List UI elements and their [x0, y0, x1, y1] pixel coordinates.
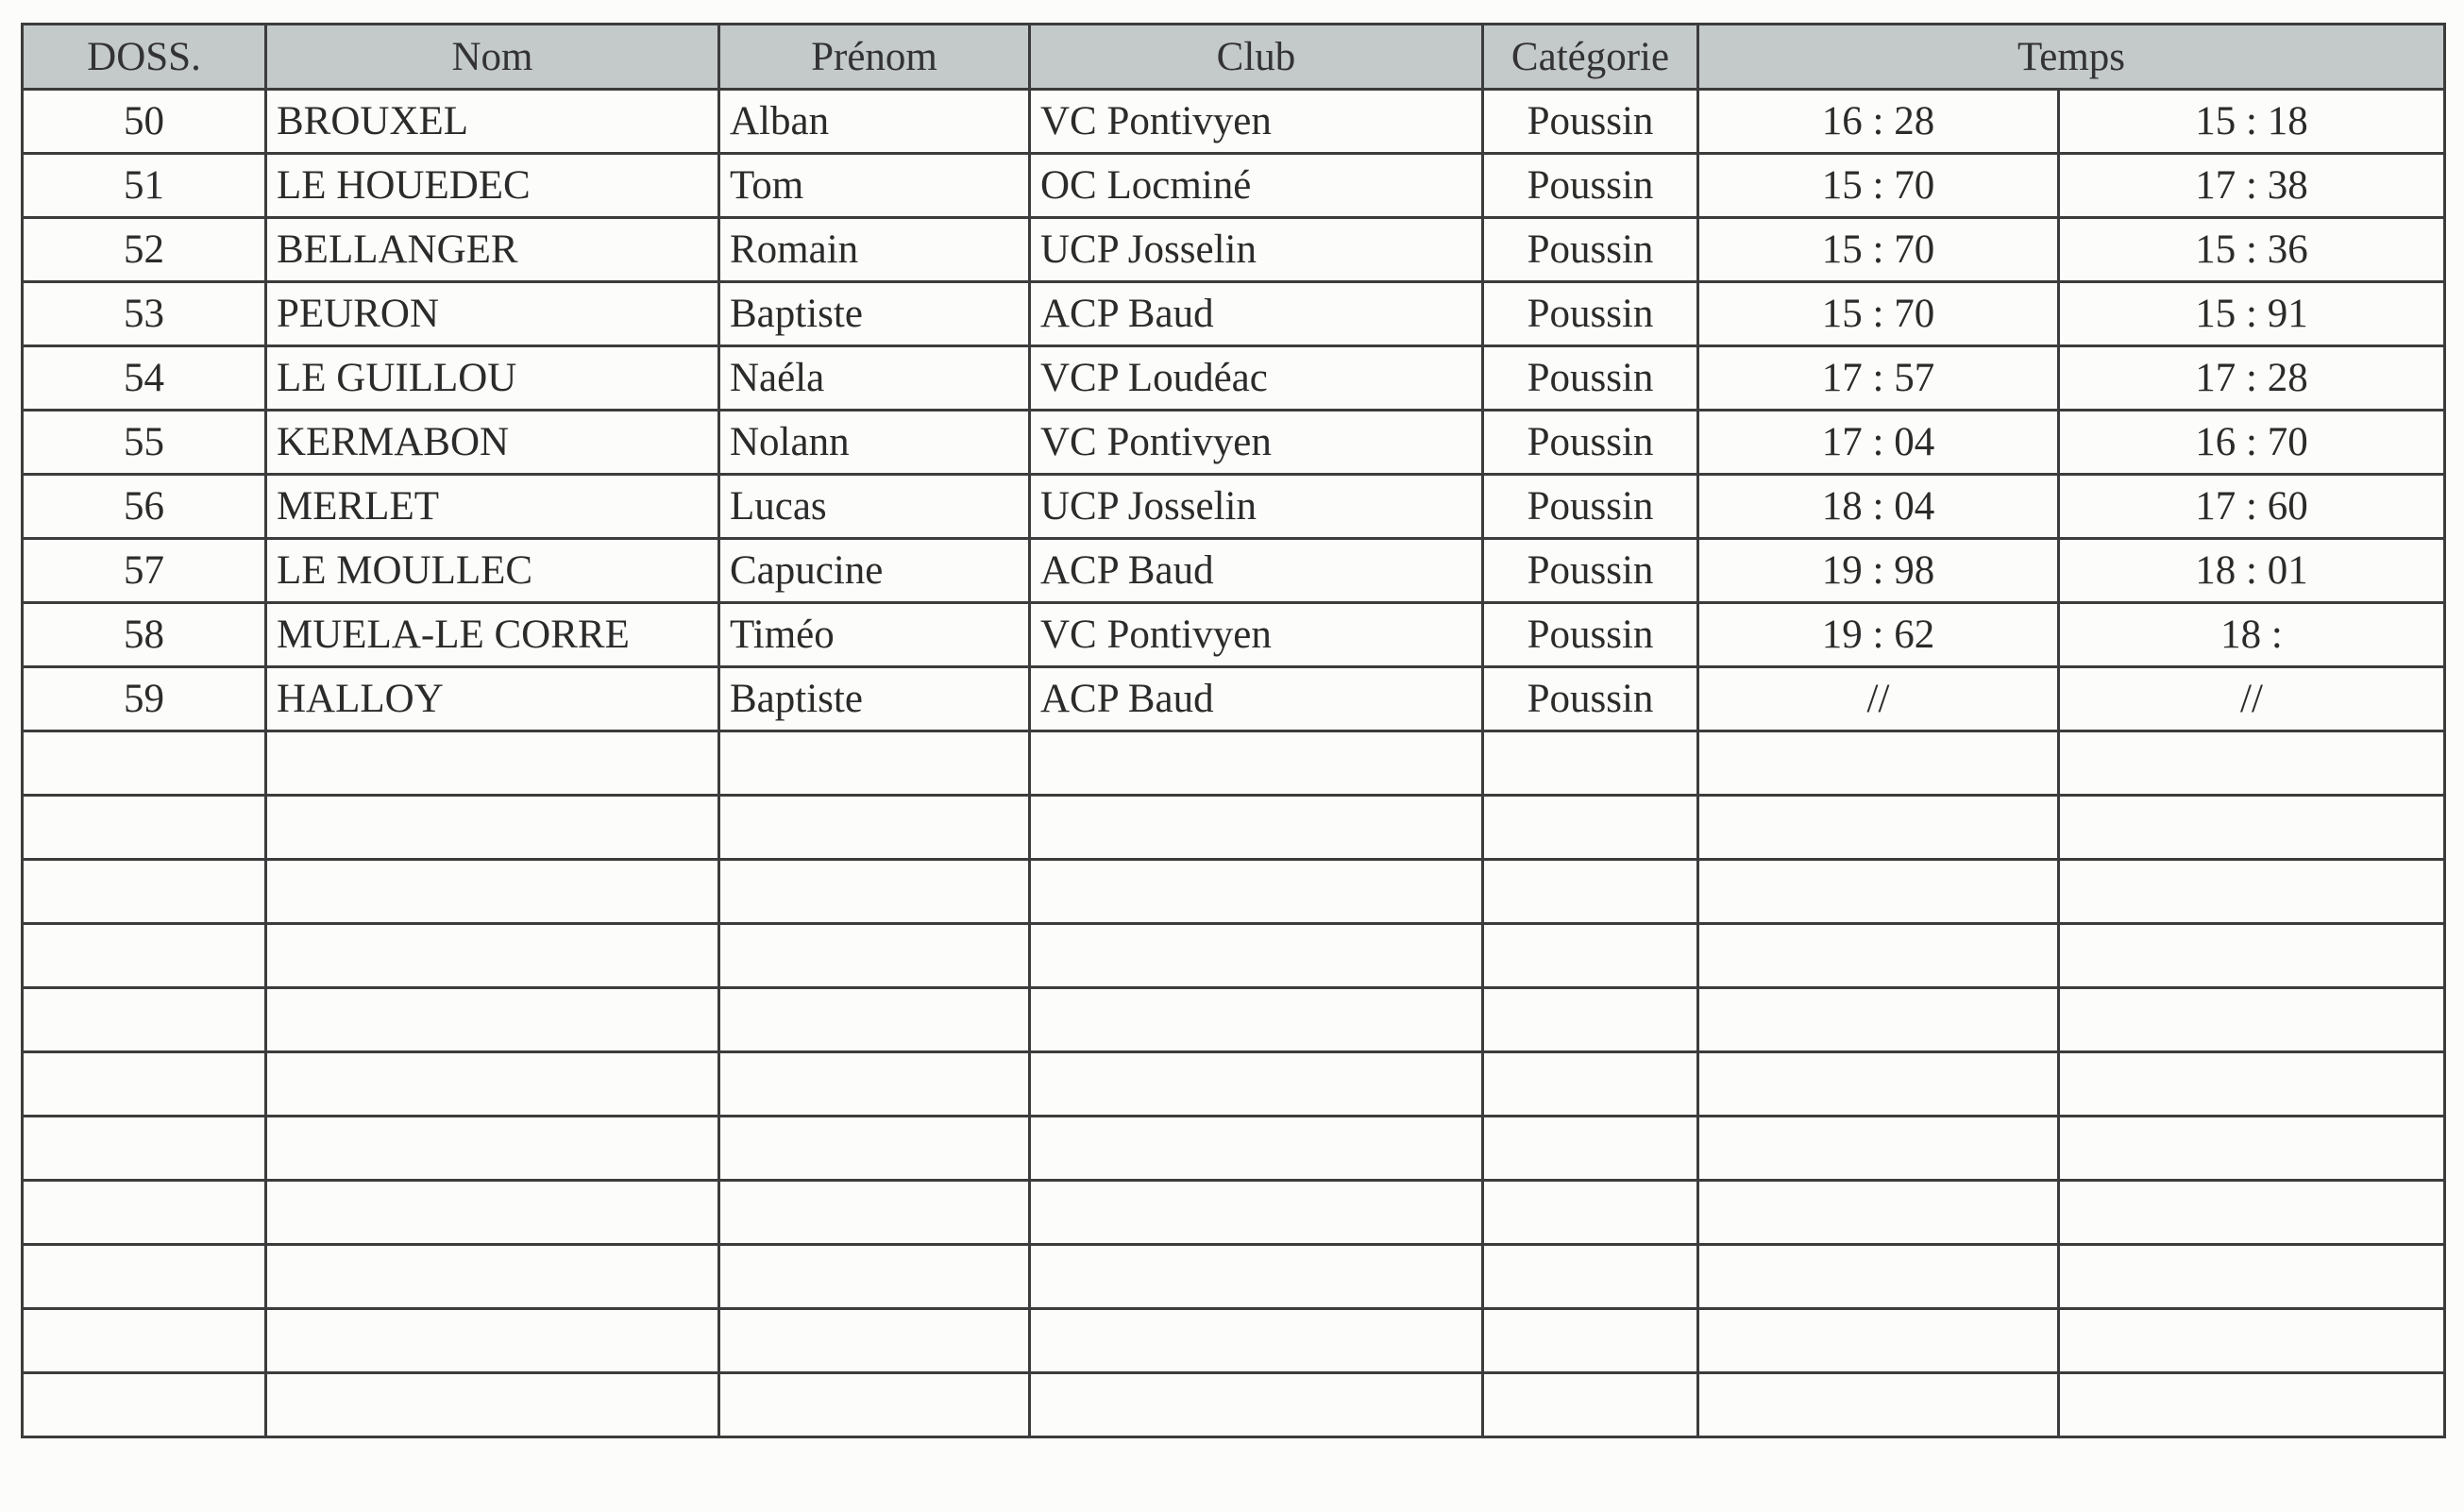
cell-temps-1: 17 : 57 — [1698, 346, 2059, 411]
empty-cell — [266, 1117, 719, 1181]
cell-club: OC Locminé — [1030, 154, 1483, 218]
empty-cell — [1483, 860, 1698, 924]
empty-cell — [266, 1181, 719, 1245]
empty-cell — [1698, 731, 2059, 796]
empty-cell — [2059, 1052, 2445, 1117]
cell-doss: 52 — [23, 218, 266, 282]
empty-cell — [2059, 1117, 2445, 1181]
empty-cell — [1698, 796, 2059, 860]
empty-cell — [23, 988, 266, 1052]
empty-row — [23, 860, 2445, 924]
empty-cell — [266, 796, 719, 860]
cell-temps-1: 15 : 70 — [1698, 282, 2059, 346]
results-table — [21, 23, 2446, 1438]
empty-cell — [23, 731, 266, 796]
empty-cell — [1483, 1373, 1698, 1437]
empty-cell — [719, 924, 1030, 988]
cell-categorie: Poussin — [1483, 154, 1698, 218]
cell-temps-1: 17 : 04 — [1698, 411, 2059, 475]
empty-cell — [719, 1309, 1030, 1373]
header-row — [23, 25, 2445, 90]
cell-doss: 58 — [23, 603, 266, 667]
empty-cell — [1698, 1309, 2059, 1373]
header-doss: DOSS. — [23, 25, 266, 90]
cell-categorie: Poussin — [1483, 667, 1698, 731]
empty-cell — [266, 1373, 719, 1437]
cell-doss: 50 — [23, 90, 266, 154]
cell-prenom: Lucas — [719, 475, 1030, 539]
empty-cell — [1030, 731, 1483, 796]
cell-prenom: Timéo — [719, 603, 1030, 667]
empty-cell — [23, 924, 266, 988]
cell-club: ACP Baud — [1030, 667, 1483, 731]
empty-cell — [1483, 1052, 1698, 1117]
cell-temps-1: 16 : 28 — [1698, 90, 2059, 154]
cell-categorie: Poussin — [1483, 90, 1698, 154]
table-row — [23, 475, 2445, 539]
empty-cell — [1030, 1309, 1483, 1373]
empty-cell — [1030, 924, 1483, 988]
cell-categorie: Poussin — [1483, 282, 1698, 346]
cell-temps-2: 17 : 38 — [2059, 154, 2445, 218]
empty-cell — [719, 1052, 1030, 1117]
cell-doss: 57 — [23, 539, 266, 603]
cell-prenom: Alban — [719, 90, 1030, 154]
cell-club: UCP Josselin — [1030, 218, 1483, 282]
empty-cell — [719, 860, 1030, 924]
empty-cell — [1698, 1373, 2059, 1437]
cell-temps-2: 15 : 18 — [2059, 90, 2445, 154]
empty-row — [23, 1309, 2445, 1373]
cell-nom: PEURON — [266, 282, 719, 346]
cell-nom: KERMABON — [266, 411, 719, 475]
empty-cell — [2059, 1309, 2445, 1373]
empty-cell — [1030, 1052, 1483, 1117]
empty-cell — [266, 1309, 719, 1373]
cell-temps-2: // — [2059, 667, 2445, 731]
empty-row — [23, 988, 2445, 1052]
empty-cell — [719, 988, 1030, 1052]
empty-cell — [1030, 1373, 1483, 1437]
empty-cell — [23, 1052, 266, 1117]
cell-doss: 51 — [23, 154, 266, 218]
header-categorie: Catégorie — [1483, 25, 1698, 90]
empty-cell — [2059, 1181, 2445, 1245]
empty-cell — [1030, 988, 1483, 1052]
header-temps: Temps — [1698, 25, 2445, 90]
empty-cell — [266, 1245, 719, 1309]
cell-temps-1: 19 : 98 — [1698, 539, 2059, 603]
empty-cell — [266, 1052, 719, 1117]
empty-cell — [23, 1245, 266, 1309]
empty-cell — [1030, 1117, 1483, 1181]
header-prenom: Prénom — [719, 25, 1030, 90]
cell-doss: 56 — [23, 475, 266, 539]
empty-cell — [719, 796, 1030, 860]
empty-cell — [266, 988, 719, 1052]
table-row — [23, 282, 2445, 346]
empty-row — [23, 1052, 2445, 1117]
cell-nom: BROUXEL — [266, 90, 719, 154]
empty-row — [23, 924, 2445, 988]
empty-cell — [719, 731, 1030, 796]
cell-prenom: Baptiste — [719, 667, 1030, 731]
cell-doss: 54 — [23, 346, 266, 411]
empty-cell — [1698, 860, 2059, 924]
cell-nom: LE GUILLOU — [266, 346, 719, 411]
empty-cell — [1483, 796, 1698, 860]
cell-prenom: Romain — [719, 218, 1030, 282]
empty-row — [23, 1181, 2445, 1245]
empty-cell — [1483, 1309, 1698, 1373]
empty-cell — [719, 1245, 1030, 1309]
empty-cell — [2059, 731, 2445, 796]
empty-cell — [1483, 924, 1698, 988]
table-header — [23, 25, 2445, 90]
table-row — [23, 603, 2445, 667]
cell-temps-1: // — [1698, 667, 2059, 731]
cell-temps-1: 18 : 04 — [1698, 475, 2059, 539]
empty-cell — [23, 1373, 266, 1437]
empty-cell — [23, 1117, 266, 1181]
cell-club: VC Pontivyen — [1030, 90, 1483, 154]
table-row — [23, 218, 2445, 282]
table-row — [23, 154, 2445, 218]
table-row — [23, 539, 2445, 603]
cell-club: ACP Baud — [1030, 282, 1483, 346]
empty-cell — [266, 924, 719, 988]
cell-categorie: Poussin — [1483, 411, 1698, 475]
empty-cell — [1698, 1117, 2059, 1181]
empty-cell — [1030, 1245, 1483, 1309]
cell-temps-1: 19 : 62 — [1698, 603, 2059, 667]
empty-cell — [719, 1117, 1030, 1181]
cell-categorie: Poussin — [1483, 218, 1698, 282]
cell-prenom: Capucine — [719, 539, 1030, 603]
cell-categorie: Poussin — [1483, 539, 1698, 603]
cell-club: UCP Josselin — [1030, 475, 1483, 539]
cell-temps-2: 15 : 36 — [2059, 218, 2445, 282]
cell-doss: 53 — [23, 282, 266, 346]
cell-temps-2: 18 : 01 — [2059, 539, 2445, 603]
empty-cell — [719, 1373, 1030, 1437]
cell-prenom: Baptiste — [719, 282, 1030, 346]
cell-prenom: Tom — [719, 154, 1030, 218]
cell-club: VCP Loudéac — [1030, 346, 1483, 411]
empty-cell — [266, 860, 719, 924]
empty-cell — [2059, 860, 2445, 924]
table-row — [23, 346, 2445, 411]
empty-cell — [1698, 1245, 2059, 1309]
cell-temps-2: 15 : 91 — [2059, 282, 2445, 346]
empty-cell — [2059, 924, 2445, 988]
empty-row — [23, 1245, 2445, 1309]
cell-categorie: Poussin — [1483, 475, 1698, 539]
cell-prenom: Naéla — [719, 346, 1030, 411]
empty-cell — [1698, 1181, 2059, 1245]
empty-cell — [1698, 1052, 2059, 1117]
cell-doss: 59 — [23, 667, 266, 731]
cell-nom: LE MOULLEC — [266, 539, 719, 603]
cell-club: ACP Baud — [1030, 539, 1483, 603]
cell-nom: HALLOY — [266, 667, 719, 731]
cell-temps-2: 17 : 28 — [2059, 346, 2445, 411]
empty-cell — [23, 860, 266, 924]
empty-cell — [1483, 1245, 1698, 1309]
table-body — [23, 90, 2445, 1437]
table-row — [23, 90, 2445, 154]
cell-temps-2: 16 : 70 — [2059, 411, 2445, 475]
empty-row — [23, 796, 2445, 860]
cell-nom: LE HOUEDEC — [266, 154, 719, 218]
empty-cell — [1483, 1181, 1698, 1245]
empty-cell — [1483, 731, 1698, 796]
header-club: Club — [1030, 25, 1483, 90]
cell-nom: BELLANGER — [266, 218, 719, 282]
empty-cell — [2059, 1373, 2445, 1437]
cell-nom: MERLET — [266, 475, 719, 539]
empty-cell — [719, 1181, 1030, 1245]
empty-row — [23, 1373, 2445, 1437]
header-nom: Nom — [266, 25, 719, 90]
empty-cell — [2059, 988, 2445, 1052]
cell-temps-1: 15 : 70 — [1698, 154, 2059, 218]
empty-cell — [23, 1181, 266, 1245]
cell-temps-2: 18 : — [2059, 603, 2445, 667]
cell-club: VC Pontivyen — [1030, 603, 1483, 667]
empty-cell — [266, 731, 719, 796]
cell-prenom: Nolann — [719, 411, 1030, 475]
empty-cell — [23, 1309, 266, 1373]
empty-cell — [1483, 1117, 1698, 1181]
empty-row — [23, 731, 2445, 796]
table-row — [23, 667, 2445, 731]
empty-cell — [1030, 796, 1483, 860]
cell-categorie: Poussin — [1483, 346, 1698, 411]
empty-row — [23, 1117, 2445, 1181]
empty-cell — [23, 796, 266, 860]
cell-categorie: Poussin — [1483, 603, 1698, 667]
empty-cell — [1030, 860, 1483, 924]
empty-cell — [1483, 988, 1698, 1052]
table-row — [23, 411, 2445, 475]
empty-cell — [2059, 796, 2445, 860]
empty-cell — [1698, 924, 2059, 988]
cell-nom: MUELA-LE CORRE — [266, 603, 719, 667]
cell-club: VC Pontivyen — [1030, 411, 1483, 475]
empty-cell — [2059, 1245, 2445, 1309]
cell-temps-1: 15 : 70 — [1698, 218, 2059, 282]
cell-temps-2: 17 : 60 — [2059, 475, 2445, 539]
empty-cell — [1030, 1181, 1483, 1245]
empty-cell — [1698, 988, 2059, 1052]
cell-doss: 55 — [23, 411, 266, 475]
